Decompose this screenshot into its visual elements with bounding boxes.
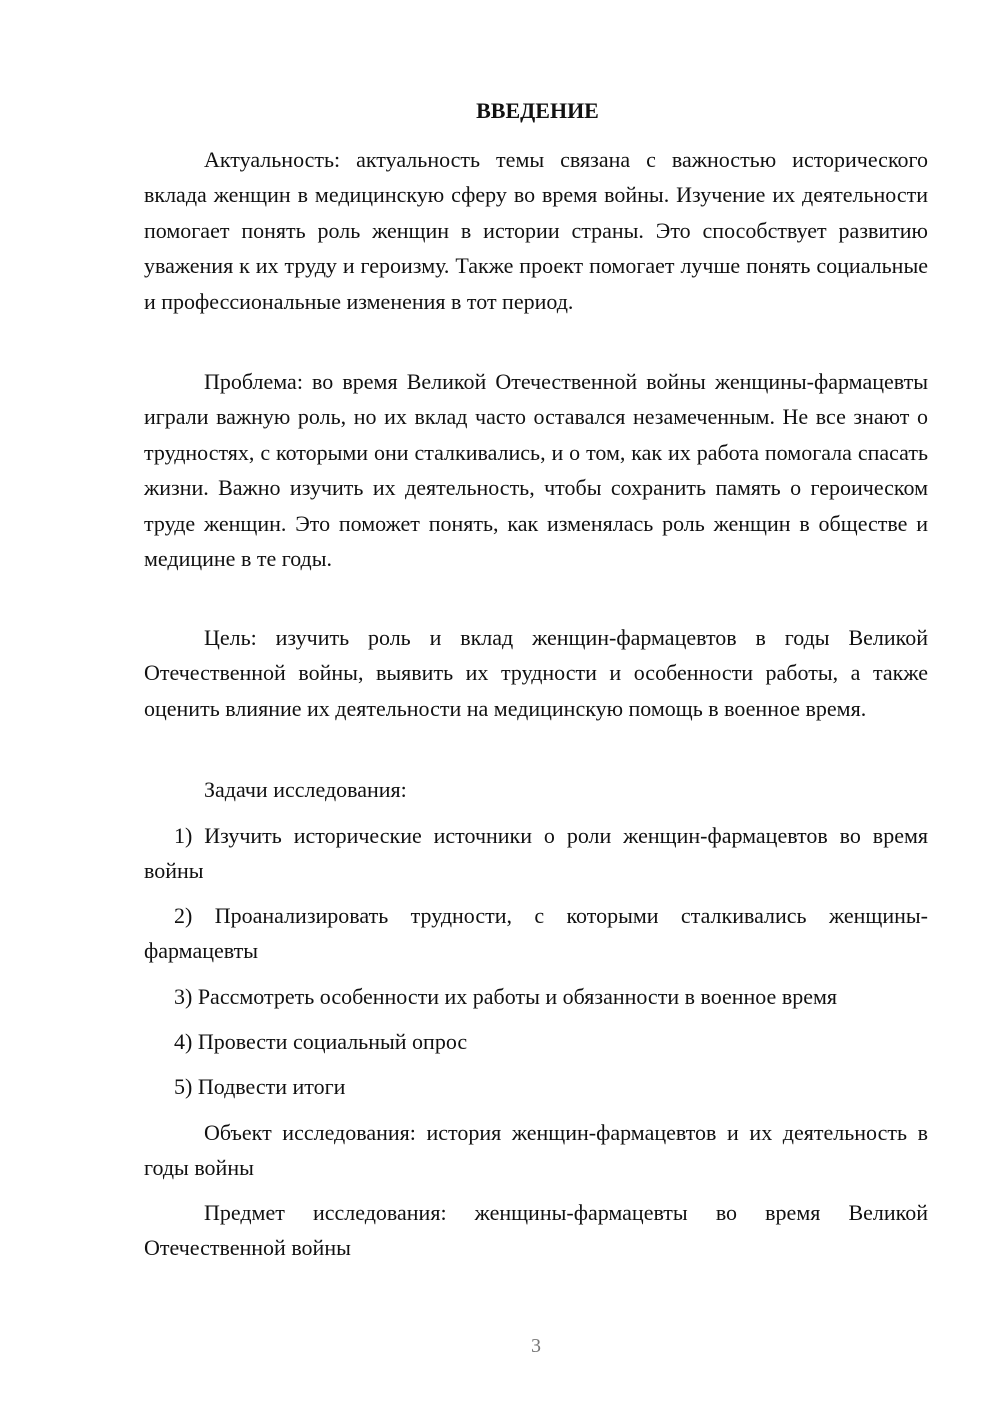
paragraph-relevance: Актуальность: актуальность темы связана с важностью исторического вклада женщин в медицинскую сферу во время войны. Изучение их деятельности помогает понять роль женщин в истории страны. Это способствует развитию уважения к их труду и героизму. Также проект помогает лучше понять социальные и профессиональные изменения в тот период.	[144, 147, 928, 314]
paragraph-problem: Проблема: во время Великой Отечественной войны женщины-фармацевты играли важную роль, но их вклад часто оставался незамеченным. Не все знают о трудностях, с которыми они сталкивались, и о том, как их работа помогала спасать жизни. Важно изучить их деятельность, чтобы сохранить память о героическом труде женщин. Это поможет понять, как изменялась роль женщин в обществе и медицине в те годы.	[144, 369, 928, 572]
task-item-1: 1) Изучить исторические источники о роли женщин-фармацевтов во время войны	[144, 823, 928, 884]
page-number: 3	[531, 1335, 541, 1357]
task-item-5: 5) Подвести итоги	[174, 1074, 346, 1099]
task-item-2: 2) Проанализировать трудности, с которыми сталкивались женщины-фармацевты	[144, 903, 928, 964]
paragraph-object: Объект исследования: история женщин-фармацевтов и их деятельность в годы войны	[144, 1120, 928, 1181]
paragraph-goal: Цель: изучить роль и вклад женщин-фармацевтов в годы Великой Отечественной войны, выявить их трудности и особенности работы, а также оценить влияние их деятельности на медицинскую помощь в военное время.	[144, 625, 928, 721]
task-item-4: 4) Провести социальный опрос	[174, 1029, 468, 1054]
task-item-3: 3) Рассмотреть особенности их работы и обязанности в военное время	[174, 984, 838, 1009]
paragraph-subject: Предмет исследования: женщины-фармацевты во время Великой Отечественной войны	[144, 1200, 928, 1261]
page-title: ВВЕДЕНИЕ	[476, 98, 599, 123]
tasks-heading: Задачи исследования:	[204, 777, 407, 802]
